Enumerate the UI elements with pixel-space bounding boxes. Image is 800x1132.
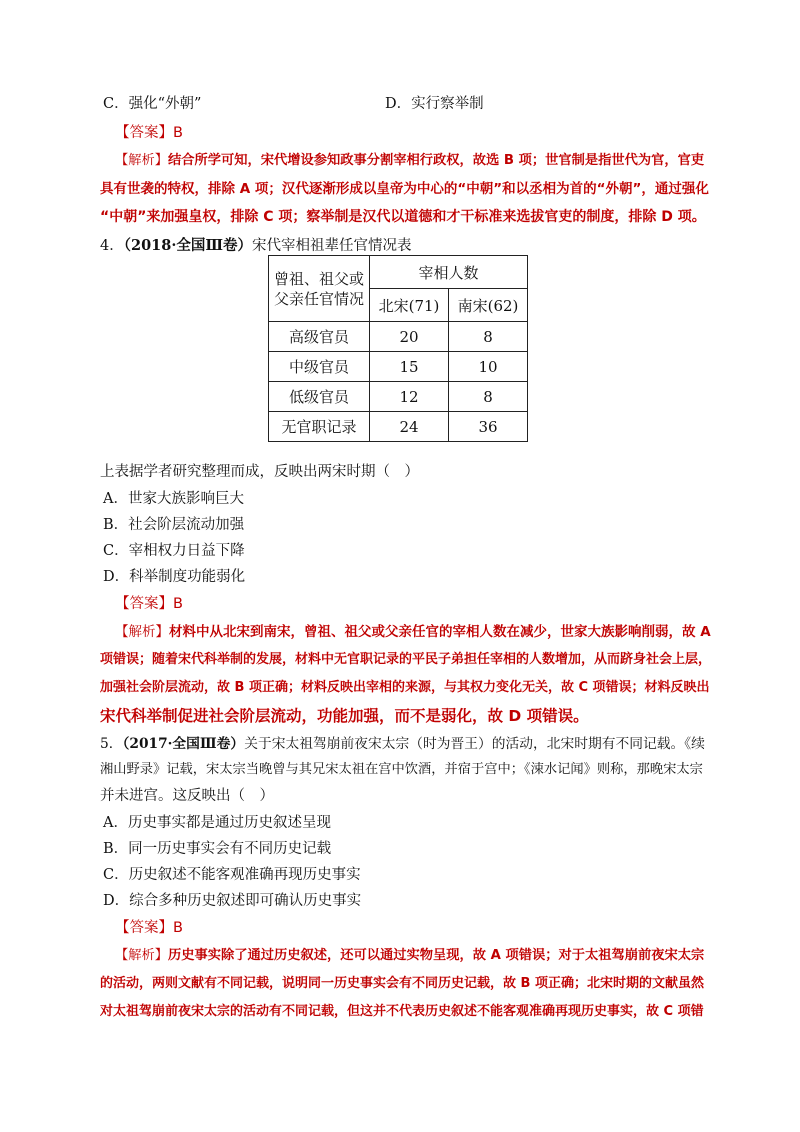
table-row (269, 352, 528, 382)
table-cell-south: 8 (449, 322, 528, 352)
q4-number: 4． (100, 238, 124, 254)
q3-analysis-line-2: 具有世袭的特权，排除 A 项；汉代逐渐形成以皇帝为中心的“中朝”和以丞相为首的“外朝”，通过强化 (100, 181, 709, 197)
q5-stem-line-1: 5．（2017·全国Ⅲ卷）关于宋太祖驾崩前夜宋太宗（时为晋王）的活动，北宋时期有不同记载。《续 (100, 736, 705, 752)
q5-number: 5． (100, 736, 123, 752)
table-cell-north: 15 (370, 352, 449, 382)
q4-data-table (268, 255, 528, 442)
q4-header (100, 236, 412, 256)
q4-option-b: B．社会阶层流动加强 (103, 517, 245, 533)
q5-analysis-line-3: 对太祖驾崩前夜宋太宗的活动有不同记载，但这并不代表历史叙述不能客观准确再现历史事实，故 C 项错 (100, 1004, 704, 1019)
q3-answer: 【答案】B (115, 125, 183, 141)
q4-title: 宋代宰相祖辈任官情况表 (252, 238, 412, 254)
q5-source: （2017·全国Ⅲ卷） (122, 736, 245, 752)
q4-option-c: C．宰相权力日益下降 (103, 543, 245, 559)
q3-option-d: D．实行察举制 (385, 96, 484, 112)
q4-analysis-line-4: 宋代科举制促进社会阶层流动，功能加强，而不是弱化，故 D 项错误。 (100, 707, 589, 725)
table-group-header: 宰相人数 (370, 256, 528, 289)
q5-stem-line-2: 湘山野录》记载，宋太宗当晚曾与其兄宋太祖在宫中饮酒，并宿于宫中；《涑水记闻》则称，那晚宋太宗 (100, 762, 703, 777)
table-cell-label: 中级官员 (269, 352, 370, 382)
q5-option-d: D．综合多种历史叙述即可确认历史事实 (103, 893, 362, 909)
q5-analysis-line-2: 的活动，两则文献有不同记载，说明同一历史事实会有不同历史记载，故 B 项正确；北宋时期的文献虽然 (100, 976, 704, 991)
q3-analysis-line-1: 【解析】结合所学可知，宋代增设参知政事分割宰相行政权，故选 B 项；世官制是指世代为官，官吏 (115, 153, 705, 168)
q5-stem-line-3: 并未进宫。这反映出（ ） (100, 788, 274, 804)
table-cell-label: 无官职记录 (269, 412, 370, 442)
q4-answer: 【答案】B (115, 596, 183, 612)
table-row (269, 412, 528, 442)
table-row (269, 322, 528, 352)
table-col-south: 南宋(62) (449, 289, 528, 322)
q4-analysis-line-1: 【解析】材料中从北宋到南宋，曾祖、祖父或父亲任官的宰相人数在减少，世家大族影响削弱，故 A (115, 624, 711, 640)
q3-analysis-line-3: “中朝”来加强皇权，排除 C 项；察举制是汉代以道德和才干标准来选拔官吏的制度，排除 D 项。 (100, 209, 706, 225)
q4-source: （2018·全国Ⅲ卷） (123, 237, 253, 254)
q3-option-c: C．强化“外朝” (103, 96, 202, 112)
analysis-tag: 【解析】 (115, 153, 169, 168)
q5-option-a: A．历史事实都是通过历史叙述呈现 (103, 815, 331, 831)
table-cell-label: 高级官员 (269, 322, 370, 352)
table-row-header: 曾祖、祖父或 父亲任官情况 (269, 256, 370, 322)
table-row (269, 382, 528, 412)
q4-option-d: D．科举制度功能弱化 (103, 569, 246, 585)
table-cell-north: 12 (370, 382, 449, 412)
q4-analysis-line-3: 加强社会阶层流动，故 B 项正确；材料反映出宰相的来源，与其权力变化无关，故 C 项错误；材料反映出 (100, 680, 710, 695)
table-cell-label: 低级官员 (269, 382, 370, 412)
q5-option-c: C．历史叙述不能客观准确再现历史事实 (103, 867, 361, 883)
table-cell-north: 20 (370, 322, 449, 352)
q5-analysis-line-1: 【解析】历史事实除了通过历史叙述，还可以通过实物呈现，故 A 项错误；对于太祖驾崩前夜宋太宗 (115, 948, 705, 963)
table-cell-south: 36 (449, 412, 528, 442)
q5-answer: 【答案】B (115, 920, 183, 936)
q5-option-b: B．同一历史事实会有不同历史记载 (103, 841, 332, 857)
table-col-north: 北宋(71) (370, 289, 449, 322)
q4-analysis-line-2: 项错误；随着宋代科举制的发展，材料中无官职记录的平民子弟担任宰相的人数增加，从而跻身社会上层， (100, 652, 712, 667)
analysis-tag: 【解析】 (115, 948, 169, 963)
table-cell-south: 8 (449, 382, 528, 412)
analysis-tag: 【解析】 (115, 624, 169, 640)
table-cell-north: 24 (370, 412, 449, 442)
table-cell-south: 10 (449, 352, 528, 382)
q4-option-a: A．世家大族影响巨大 (103, 491, 244, 507)
q4-stem: 上表据学者研究整理而成，反映出两宋时期（ ） (100, 464, 419, 480)
